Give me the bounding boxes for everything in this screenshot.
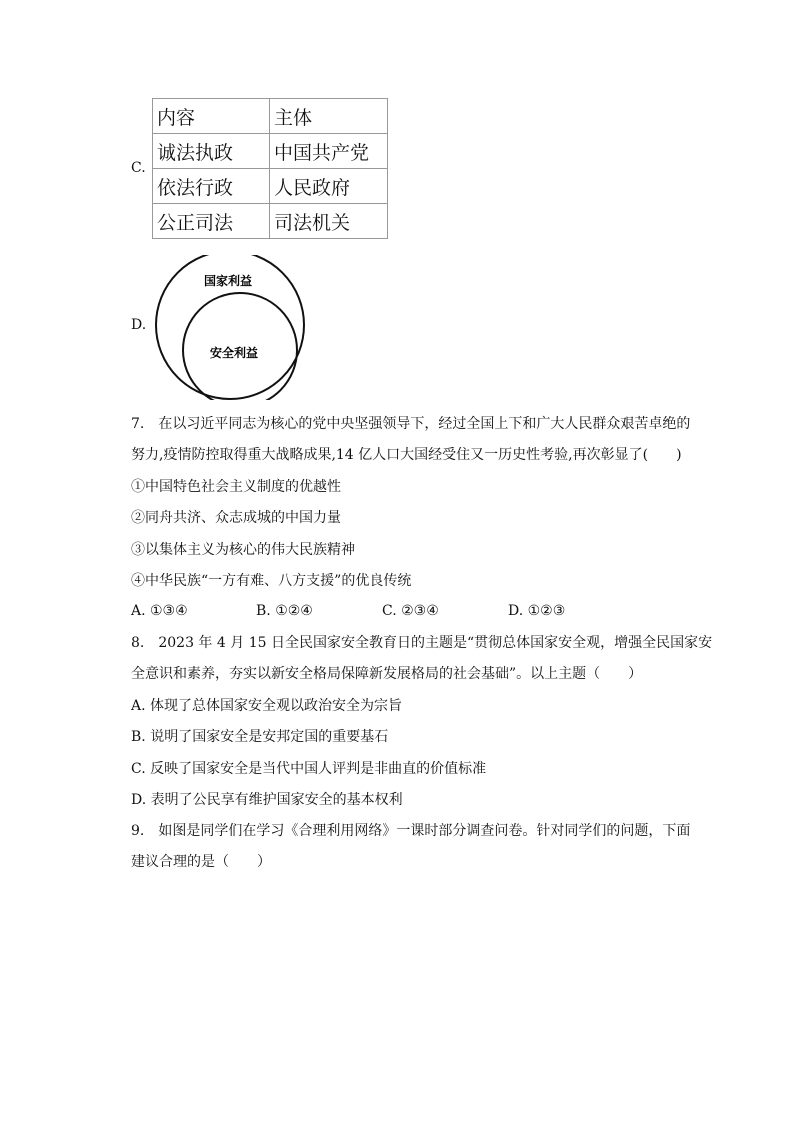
table-cell: 公正司法 bbox=[153, 204, 270, 239]
table-header-cell: 内容 bbox=[153, 99, 270, 134]
q9-stem-line-2: 建议合理的是（ ） bbox=[131, 854, 271, 870]
q7-item: ①中国特色社会主义制度的优越性 bbox=[131, 479, 341, 495]
option-c-table bbox=[152, 98, 388, 239]
q7-answer-c: C. ②③④ bbox=[382, 603, 439, 619]
table-cell: 诚法执政 bbox=[153, 134, 270, 169]
q8-stem-line-2: 全意识和素养，夯实以新安全格局保障新发展格局的社会基础”。以上主题（ ） bbox=[131, 666, 643, 682]
q8-option-b: B. 说明了国家安全是安邦定国的重要基石 bbox=[131, 729, 389, 745]
outer-circle-label: 国家利益 bbox=[203, 274, 253, 288]
q8-stem-line-1: 8. 2023 年 4 月 15 日全民国家安全教育日的主题是“贯彻总体国家安全观，增强全民国家安 bbox=[131, 635, 713, 651]
q7-answer-b: B. ①②④ bbox=[256, 603, 313, 619]
table-header-row bbox=[153, 99, 388, 134]
table-row bbox=[153, 204, 388, 239]
table-row bbox=[153, 134, 388, 169]
table-cell: 司法机关 bbox=[270, 204, 388, 239]
q7-item: ④中华民族“一方有难、八方支援”的优良传统 bbox=[131, 573, 412, 589]
q7-answer-d: D. ①②③ bbox=[508, 603, 566, 619]
table-header-cell: 主体 bbox=[270, 99, 388, 134]
option-c-letter: C. bbox=[131, 160, 146, 176]
option-d-venn-diagram bbox=[152, 255, 312, 400]
table-row bbox=[153, 169, 388, 204]
q8-option-d: D. 表明了公民享有维护国家安全的基本权利 bbox=[131, 792, 403, 808]
q7-item: ②同舟共济、众志成城的中国力量 bbox=[131, 510, 341, 526]
q7-stem-line-2: 努力,疫情防控取得重大战略成果,14 亿人口大国经受住又一历史性考验,再次彰显了( ) bbox=[131, 447, 682, 463]
q8-option-c: C. 反映了国家安全是当代中国人评判是非曲直的价值标准 bbox=[131, 761, 487, 777]
q7-stem-line-1: 7. 在以习近平同志为核心的党中央坚强领导下，经过全国上下和广大人民群众艰苦卓绝的 bbox=[131, 416, 691, 432]
table-cell: 依法行政 bbox=[153, 169, 270, 204]
q7-answer-options bbox=[131, 603, 651, 623]
q7-item: ③以集体主义为核心的伟大民族精神 bbox=[131, 542, 355, 558]
table-cell: 人民政府 bbox=[270, 169, 388, 204]
inner-circle-label: 安全利益 bbox=[209, 346, 259, 360]
q9-stem-line-1: 9. 如图是同学们在学习《合理利用网络》一课时部分调查问卷。针对同学们的问题，下面 bbox=[131, 823, 691, 839]
q7-answer-a: A. ①③④ bbox=[131, 603, 188, 619]
option-d-letter: D. bbox=[131, 317, 147, 333]
q8-option-a: A. 体现了总体国家安全观以政治安全为宗旨 bbox=[131, 698, 403, 714]
table-cell: 中国共产党 bbox=[270, 134, 388, 169]
